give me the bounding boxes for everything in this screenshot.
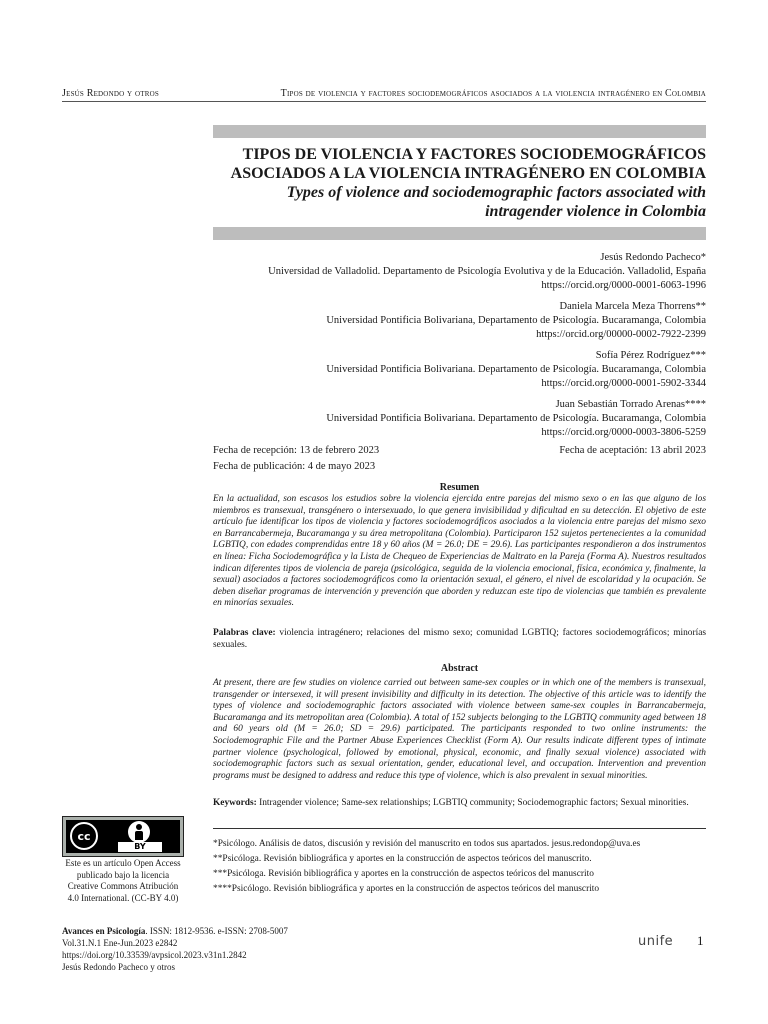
author-affiliation: Universidad Pontificia Bolivariana. Departamento de Psicología. Bucaramanga, Colombia [326,413,706,424]
author-affiliation: Universidad Pontificia Bolivariana. Departamento de Psicología. Bucaramanga, Colombia [326,364,706,375]
author-orcid-link[interactable]: https://orcid.org/0000-0001-5902-3344 [541,378,706,389]
abstract-text: At present, there are few studies on violence carried out between same-sex couples or in which one of the members is transexual, transgender or intersexed, it will present invisibility and difficulty in its detection. The objective of this article was to identify the types of violence and sociodemographic factors associated with violence between same-sex couples in Barrancabermeja, Bucaramanga and its metropolitan area (Colombia). A total of 152 subjects belonging to the LGBTIQ community aged between 18 and 60 years old (M = 26.0; SD = 29.6) participated. The participants responded to two online instruments: the Sociodemographic File and the Partner Abuse Experiences Checklist (Form A). Our results indicate different types of intimate partner violence (psychological, followed by emotional, physical, economic, and finally sexual violence) associated with sociodemographic factors such as sexual orientation, gender, educational level, and occupation. Intervention and prevention programs must be designed to address and reduce this type of violence, which is also prevalent in sexual minorities. [213,678,706,781]
title-en-line1: Types of violence and sociodemographic factors associated with [286,184,706,201]
date-received: Fecha de recepción: 13 de febrero 2023 [213,445,380,456]
title-band-bottom [213,227,706,240]
author-name: Daniela Marcela Meza Thorrens** [559,301,706,312]
journal-info [62,925,288,973]
author-name: Sofía Pérez Rodríguez*** [595,350,706,361]
footnote: *Psicólogo. Análisis de datos, discusión y revisión del manuscrito en todos sus apartados. jesus.redondop@uva.es [213,839,641,849]
footnotes [213,837,706,897]
cc-icon: cc [70,822,98,850]
header-rule [62,101,706,102]
unife-logo: unife [638,934,674,949]
author-list [213,251,706,447]
date-accepted: Fecha de aceptación: 13 abril 2023 [559,445,706,456]
dates-row [213,445,706,456]
author-entry [213,398,706,440]
keywords-label-es: Palabras clave: [213,628,276,638]
journal-authors: Jesús Redondo Pacheco y otros [62,962,175,972]
author-name: Jesús Redondo Pacheco* [600,252,706,263]
footnote: ****Psicólogo. Revisión bibliográfica y aportes en la construcción de aspectos teóricos del manuscrito [213,884,600,894]
page-number: 1 [697,933,704,948]
author-orcid-link[interactable]: https://orcid.org/00000-0002-7922-2399 [536,329,706,340]
cc-by-license-badge[interactable] [62,816,184,857]
abstract-keywords [213,798,706,810]
author-orcid-link[interactable]: https://orcid.org/0000-0003-3806-5259 [541,427,706,438]
running-head-right: Tipos de violencia y factores sociodemográficos asociados a la violencia intragénero en Colombia [280,88,706,99]
author-entry [213,251,706,293]
by-label: BY [118,842,162,852]
keywords-es: violencia intragénero; relaciones del mismo sexo; comunidad LGBTIQ; factores sociodemográficos; minorías sexuales. [213,628,706,650]
cc-badge-inner [66,820,180,853]
title-en-line2: intragender violence in Colombia [485,203,706,220]
title-english [213,183,706,221]
footnote: **Psicóloga. Revisión bibliográfica y aportes en la construcción de aspectos teóricos del manuscrito. [213,854,592,864]
journal-issn: . ISSN: 1812-9536. e-ISSN: 2708-5007 [145,926,288,936]
date-published: Fecha de publicación: 4 de mayo 2023 [213,461,376,472]
journal-doi-link[interactable]: https://doi.org/10.33539/avpsicol.2023.v31n1.2842 [62,950,247,960]
author-affiliation: Universidad de Valladolid. Departamento de Psicología Evolutiva y de la Educación. Valladolid, España [268,266,706,277]
title-es-line1: TIPOS DE VIOLENCIA Y FACTORES SOCIODEMOGRÁFICOS [242,146,706,163]
footnote: ***Psicóloga. Revisión bibliográfica y aportes en la construcción de aspectos teóricos del manuscrito [213,869,594,879]
title-band-top [213,125,706,138]
author-affiliation: Universidad Pontificia Bolivariana, Departamento de Psicología. Bucaramanga, Colombia [326,315,706,326]
footnote-rule [213,828,706,829]
title-spanish [213,145,706,183]
keywords-label-en: Keywords: [213,798,257,808]
abstract-heading: Abstract [440,663,479,674]
resumen-text: En la actualidad, son escasos los estudios sobre la violencia ejercida entre parejas del mismo sexo o en las que alguno de los miembros es transexual, transgénero o intersexuado, lo que genera invisibilidad y dificultad en su detección. El objetivo de este artículo fue identificar los tipos de violencia y factores sociodemográficos asociados a la violencia entre parejas del mismo sexo en Barrancabermeja, Bucaramanga y su área metropolitana (Colombia). Participaron 152 sujetos pertenecientes a la comunidad LGBTIQ, con edades comprendidas entre 18 y 60 años (M = 26.0; DE = 29.6). Las participantes respondieron a dos instrumentos en línea: Ficha Sociodemográfica y la Lista de Chequeo de Experiencias de Maltrato en la Pareja (Forma A). Nuestros resultados indican diferentes tipos de violencia de pareja (psicológica, seguida de la violencia emocional, física, económica y, finalmente, la sexual) asociados a factores sociodemográficos como la orientación sexual, el género, el nivel de escolaridad y la ocupación. Se deben diseñar programas de intervención y prevención que aborden y reduzcan este tipo de violencias que también es prevalente en minorías sexuales. [213,494,706,609]
resumen-keywords [213,628,706,651]
attribution-person-icon [128,821,150,843]
running-head-left: Jesús Redondo y otros [62,88,159,99]
author-name: Juan Sebastián Torrado Arenas**** [555,399,706,410]
author-entry [213,349,706,391]
resumen-heading: Resumen [439,482,480,493]
journal-name-line [62,925,288,937]
author-orcid-link[interactable]: https://orcid.org/0000-0001-6063-1996 [541,280,706,291]
journal-volume: Vol.31.N.1 Ene-Jun.2023 e2842 [62,938,178,948]
keywords-en: Intragender violence; Same-sex relationships; LGBTIQ community; Sociodemographic factors; Sexual minorities. [259,798,689,808]
journal-name: Avances en Psicología [62,926,146,936]
license-caption: Este es un artículo Open Access publicado bajo la licencia Creative Commons Atribución 4.0 International. (CC-BY 4.0) [65,858,181,903]
author-entry [213,300,706,342]
title-es-line2: ASOCIADOS A LA VIOLENCIA INTRAGÉNERO EN COLOMBIA [230,165,706,182]
